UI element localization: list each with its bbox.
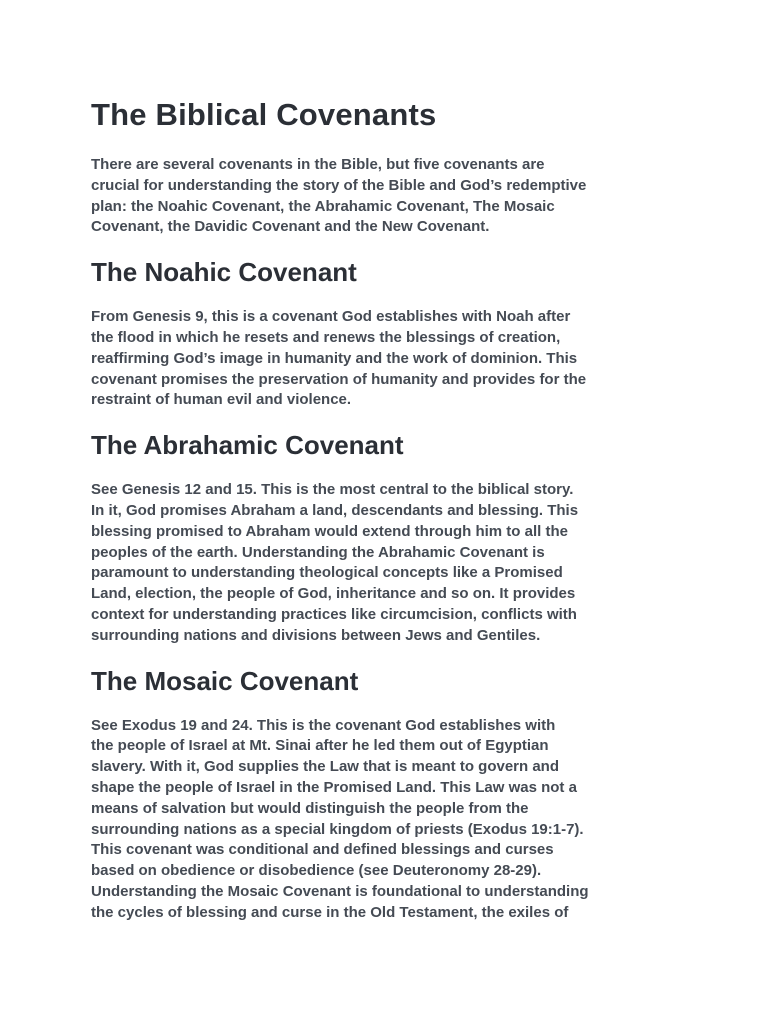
paragraph-line: shape the people of Israel in the Promised Land. This Law was not a [91,778,577,796]
paragraph-line: This covenant was conditional and defined blessings and curses [91,841,554,859]
paragraph-line: reaffirming God’s image in humanity and the work of dominion. This [91,349,578,367]
spacer [91,411,691,427]
intro-line: plan: the Noahic Covenant, the Abrahamic Covenant, The Mosaic [91,197,555,215]
paragraph-line: See Genesis 12 and 15. This is the most central to the biblical story. [91,481,574,499]
paragraph-line: the flood in which he resets and renews the blessings of creation, [91,328,561,346]
spacer [91,138,691,155]
paragraph-line: means of salvation but would distinguish the people from the [91,799,529,817]
intro-line: Covenant, the Davidic Covenant and the New Covenant. [91,218,490,236]
paragraph-line: peoples of the earth. Understanding the Abrahamic Covenant is [91,543,545,561]
section-heading-noahic: The Noahic Covenant [91,257,357,288]
paragraph-line: surrounding nations and divisions between Jews and Gentiles. [91,626,541,644]
section-paragraph-noahic [91,307,691,411]
document-page [91,92,691,924]
intro-line: There are several covenants in the Bible, but five covenants are [91,156,545,173]
section-heading-mosaic: The Mosaic Covenant [91,665,359,696]
paragraph-line: the people of Israel at Mt. Sinai after he led them out of Egyptian [91,737,549,755]
paragraph-line: paramount to understanding theological concepts like a Promised [91,564,563,582]
spacer [91,290,691,307]
paragraph-line: blessing promised to Abraham would extend through him to all the [91,522,568,540]
paragraph-line: From Genesis 9, this is a covenant God establishes with Noah after [91,308,571,326]
paragraph-line: the cycles of blessing and curse in the Old Testament, the exiles of [91,903,569,921]
spacer [91,647,691,663]
paragraph-line: See Exodus 19 and 24. This is the covenant God establishes with [91,716,556,734]
spacer [91,463,691,480]
paragraph-line: context for understanding practices like circumcision, conflicts with [91,605,577,623]
section-paragraph-abrahamic [91,480,691,646]
paragraph-line: based on obedience or disobedience (see Deuteronomy 28-29). [91,862,542,880]
page-title: The Biblical Covenants [91,97,437,132]
paragraph-line: restraint of human evil and violence. [91,391,352,409]
spacer [91,699,691,716]
section-paragraph-mosaic [91,716,691,924]
paragraph-line: covenant promises the preservation of humanity and provides for the [91,370,587,388]
paragraph-line: surrounding nations as a special kingdom of priests (Exodus 19:1-7). [91,820,584,838]
intro-paragraph [91,155,691,238]
intro-line: crucial for understanding the story of the Bible and God’s redemptive [91,176,587,194]
spacer [91,238,691,254]
paragraph-line: In it, God promises Abraham a land, descendants and blessing. This [91,501,579,519]
section-heading-abrahamic: The Abrahamic Covenant [91,430,404,461]
paragraph-line: Land, election, the people of God, inheritance and so on. It provides [91,585,576,603]
paragraph-line: Understanding the Mosaic Covenant is foundational to understanding [91,882,589,900]
paragraph-line: slavery. With it, God supplies the Law that is meant to govern and [91,758,559,776]
